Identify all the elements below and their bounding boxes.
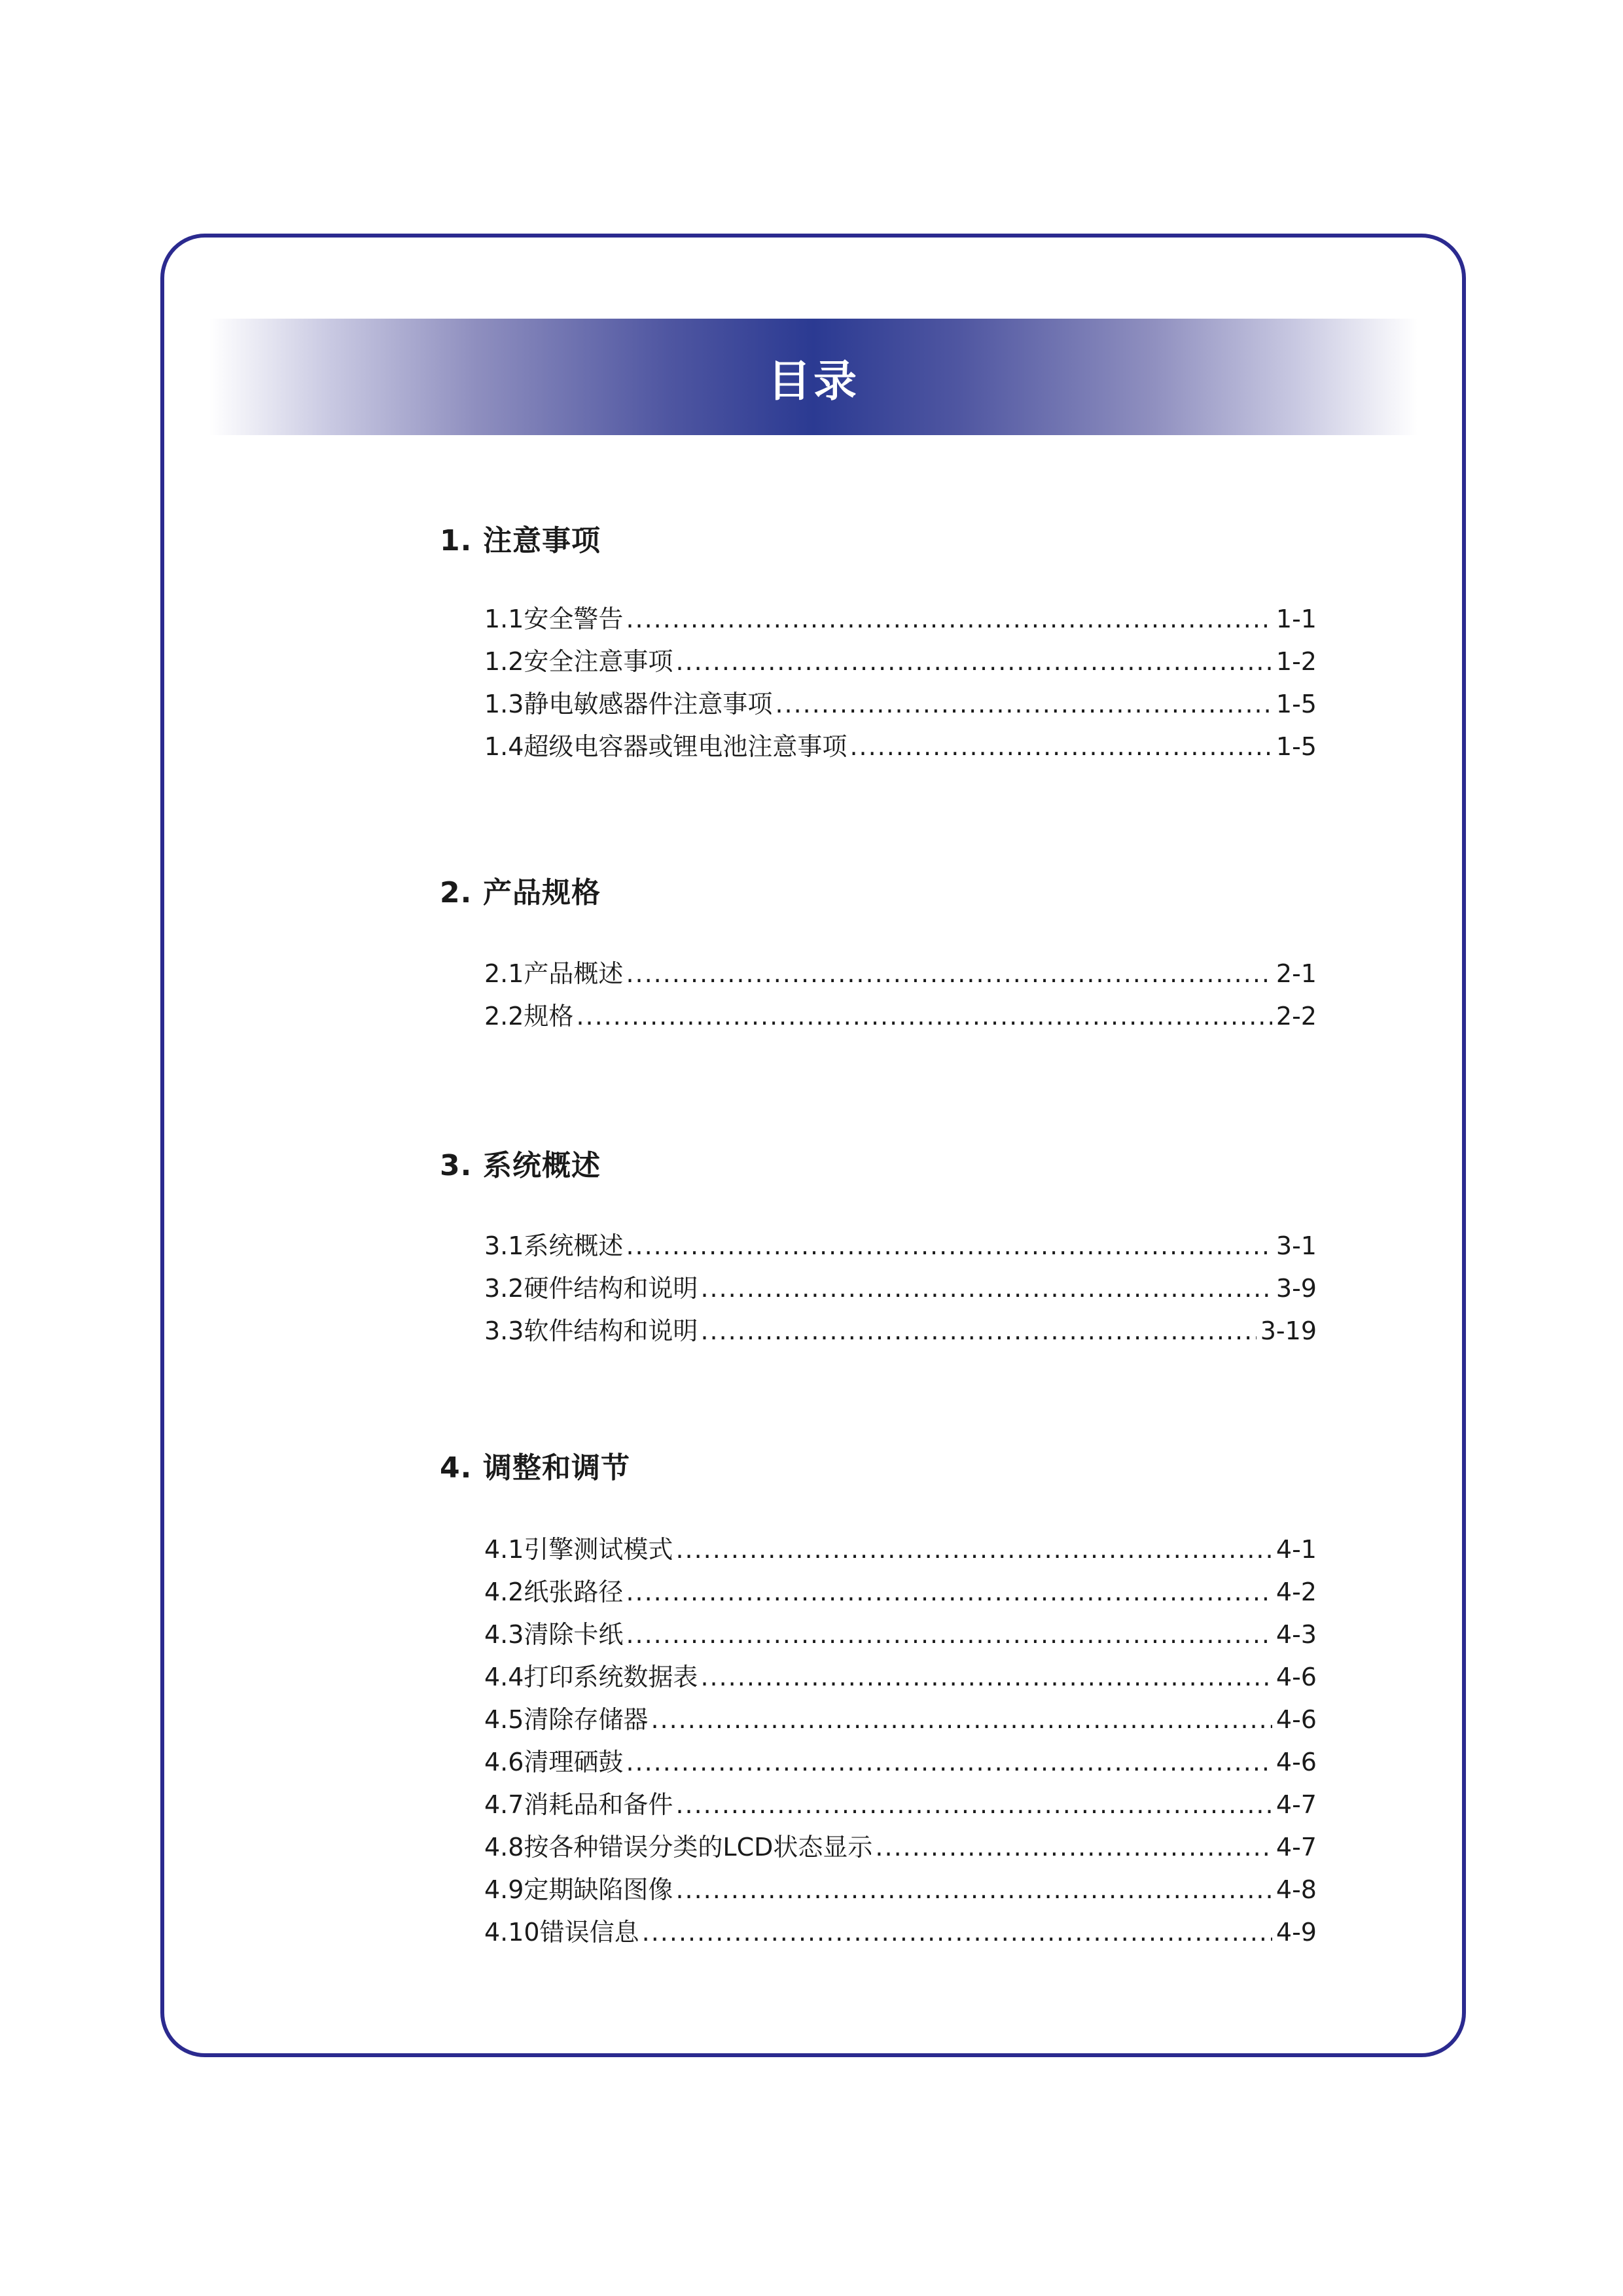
toc-entry-label: 3.3软件结构和说明 xyxy=(484,1316,698,1345)
toc-entry-page: 1-5 xyxy=(1275,690,1317,718)
toc-entry-label: 4.2纸张路径 xyxy=(484,1578,624,1606)
toc-entry-page: 4-6 xyxy=(1275,1663,1317,1691)
dot-leader xyxy=(626,1227,1272,1264)
dot-leader xyxy=(700,1270,1272,1307)
dot-leader xyxy=(675,643,1272,680)
toc-entry[interactable] xyxy=(484,1701,1317,1738)
toc-entry[interactable] xyxy=(484,1744,1317,1780)
dot-leader xyxy=(626,1574,1272,1610)
section-heading-3 xyxy=(440,1142,601,1184)
toc-entry-page: 4-3 xyxy=(1275,1620,1317,1649)
toc-entry-label: 3.2硬件结构和说明 xyxy=(484,1274,698,1303)
page-title: 目录 xyxy=(768,355,859,406)
toc-entry-label: 3.1系统概述 xyxy=(484,1231,624,1260)
dot-leader xyxy=(700,1659,1272,1695)
toc-entry[interactable] xyxy=(484,1270,1317,1307)
dot-leader xyxy=(875,1829,1272,1865)
toc-entry-label: 1.2安全注意事项 xyxy=(484,647,673,676)
toc-entry[interactable] xyxy=(484,686,1317,722)
title-banner xyxy=(209,319,1418,435)
toc-entry-page: 1-2 xyxy=(1275,647,1317,676)
toc-entry-label: 4.4打印系统数据表 xyxy=(484,1663,698,1691)
dot-leader xyxy=(626,955,1272,992)
toc-entry-label: 2.2规格 xyxy=(484,1002,574,1031)
section-number: 1. xyxy=(440,524,473,557)
dot-leader xyxy=(700,1313,1256,1349)
toc-entry-page: 4-7 xyxy=(1275,1833,1317,1862)
dot-leader xyxy=(642,1914,1272,1951)
dot-leader xyxy=(849,728,1272,765)
toc-entry-label: 4.5清除存储器 xyxy=(484,1705,649,1734)
toc-entry[interactable] xyxy=(484,1786,1317,1823)
section-title: 注意事项 xyxy=(483,524,601,557)
toc-entry-page: 1-1 xyxy=(1275,605,1317,633)
section-number: 2. xyxy=(440,876,473,910)
toc-entry-page: 3-1 xyxy=(1275,1231,1317,1260)
section-number: 3. xyxy=(440,1149,473,1182)
toc-entry-label: 4.3清除卡纸 xyxy=(484,1620,624,1649)
toc-entry[interactable] xyxy=(484,1313,1317,1349)
toc-entry[interactable] xyxy=(484,1616,1317,1653)
toc-entry-page: 4-1 xyxy=(1275,1535,1317,1564)
dot-leader xyxy=(576,998,1272,1034)
toc-entry-label: 4.1引擎测试模式 xyxy=(484,1535,673,1564)
toc-entry-page: 3-19 xyxy=(1260,1316,1317,1345)
dot-leader xyxy=(775,686,1272,722)
toc-entry-page: 2-2 xyxy=(1275,1002,1317,1031)
dot-leader xyxy=(626,1744,1272,1780)
toc-entry[interactable] xyxy=(484,955,1317,992)
section-heading-2 xyxy=(440,869,601,911)
toc-entry[interactable] xyxy=(484,998,1317,1034)
toc-entry-label: 1.1安全警告 xyxy=(484,605,624,633)
toc-entry-page: 4-6 xyxy=(1275,1748,1317,1776)
toc-entry[interactable] xyxy=(484,1914,1317,1951)
dot-leader xyxy=(675,1531,1272,1568)
toc-entry-label: 4.6清理硒鼓 xyxy=(484,1748,624,1776)
toc-entry[interactable] xyxy=(484,1659,1317,1695)
section-title: 产品规格 xyxy=(483,876,601,910)
toc-entry-label: 4.7消耗品和备件 xyxy=(484,1790,673,1819)
toc-entry-page: 3-9 xyxy=(1275,1274,1317,1303)
toc-entry-page: 4-2 xyxy=(1275,1578,1317,1606)
toc-entry[interactable] xyxy=(484,1227,1317,1264)
toc-entry[interactable] xyxy=(484,1871,1317,1908)
toc-entry-page: 4-8 xyxy=(1275,1875,1317,1904)
dot-leader xyxy=(675,1786,1272,1823)
toc-entry-page: 4-6 xyxy=(1275,1705,1317,1734)
toc-entry-page: 4-9 xyxy=(1275,1918,1317,1947)
toc-entry[interactable] xyxy=(484,1829,1317,1865)
dot-leader xyxy=(675,1871,1272,1908)
toc-entry-label: 2.1产品概述 xyxy=(484,959,624,988)
toc-entry[interactable] xyxy=(484,1531,1317,1568)
toc-entry[interactable] xyxy=(484,643,1317,680)
toc-entry-page: 1-5 xyxy=(1275,732,1317,761)
toc-entry[interactable] xyxy=(484,728,1317,765)
toc-entry-label: 4.9定期缺陷图像 xyxy=(484,1875,673,1904)
toc-entry-label: 4.8按各种错误分类的LCD状态显示 xyxy=(484,1833,873,1862)
toc-entry-label: 1.4超级电容器或锂电池注意事项 xyxy=(484,732,847,761)
page-frame xyxy=(160,234,1466,2057)
section-heading-1 xyxy=(440,517,601,559)
section-title: 调整和调节 xyxy=(483,1451,630,1485)
toc-entry-page: 4-7 xyxy=(1275,1790,1317,1819)
dot-leader xyxy=(626,1616,1272,1653)
dot-leader xyxy=(626,601,1272,637)
dot-leader xyxy=(651,1701,1272,1738)
section-number: 4. xyxy=(440,1451,473,1485)
toc-entry-label: 1.3静电敏感器件注意事项 xyxy=(484,690,773,718)
toc-entry-label: 4.10错误信息 xyxy=(484,1918,639,1947)
toc-entry[interactable] xyxy=(484,601,1317,637)
section-title: 系统概述 xyxy=(483,1149,601,1182)
section-heading-4 xyxy=(440,1444,630,1486)
toc-entry-page: 2-1 xyxy=(1275,959,1317,988)
toc-entry[interactable] xyxy=(484,1574,1317,1610)
